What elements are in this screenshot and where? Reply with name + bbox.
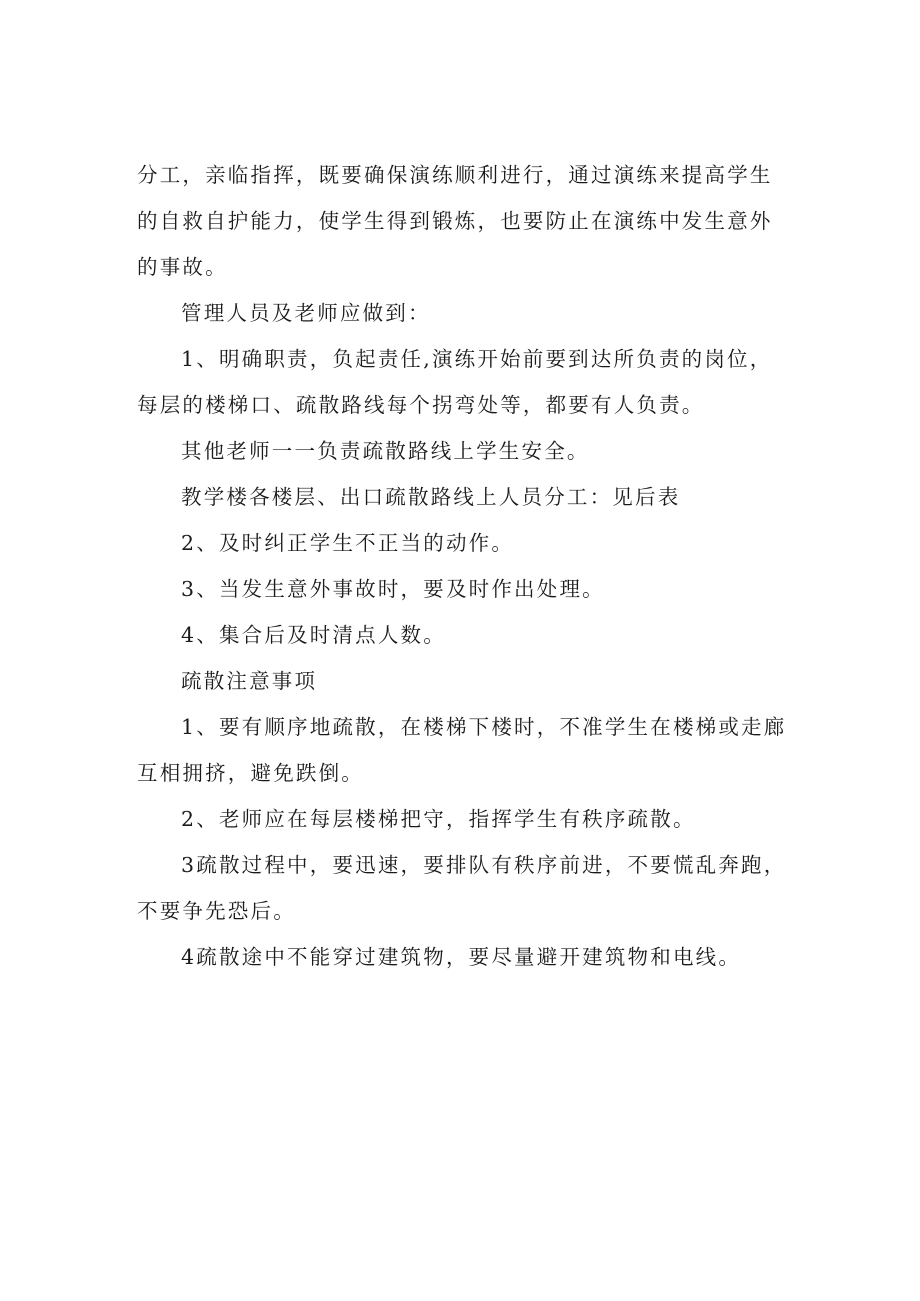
paragraph-heading-evacuation-notes: 疏散注意事项 — [181, 669, 318, 693]
paragraph-note-1: 1、要有顺序地疏散，在楼梯下楼时，不准学生在楼梯或走廊互相拥挤，避免跌倒。 — [137, 715, 787, 785]
paragraph-other-teachers: 其他老师一一负责疏散路线上学生安全。 — [181, 439, 590, 463]
document-body — [137, 152, 787, 980]
paragraph-note-2: 2、老师应在每层楼梯把守，指挥学生有秩序疏散。 — [181, 807, 696, 831]
paragraph-continuation: 分工，亲临指挥，既要确保演练顺利进行，通过演练来提高学生的自救自护能力，使学生得到锻炼，也要防止在演练中发生意外的事故。 — [137, 163, 773, 279]
paragraph-duty-3: 3、当发生意外事故时，要及时作出处理。 — [181, 577, 605, 601]
paragraph-heading-staff-duties: 管理人员及老师应做到： — [181, 301, 431, 325]
paragraph-duty-1: 1、明确职责，负起责任,演练开始前要到达所负责的岗位，每层的楼梯口、疏散路线每个拐弯处等，都要有人负责。 — [137, 347, 773, 417]
paragraph-note-3: 3疏散过程中，要迅速，要排队有秩序前进，不要慌乱奔跑，不要争先恐后。 — [137, 853, 787, 923]
paragraph-duty-2: 2、及时纠正学生不正当的动作。 — [181, 531, 515, 555]
paragraph-note-4: 4疏散途中不能穿过建筑物，要尽量避开建筑物和电线。 — [181, 945, 742, 969]
paragraph-floor-assignment: 教学楼各楼层、出口疏散路线上人员分工：见后表 — [181, 485, 681, 509]
paragraph-duty-4: 4、集合后及时清点人数。 — [181, 623, 446, 647]
